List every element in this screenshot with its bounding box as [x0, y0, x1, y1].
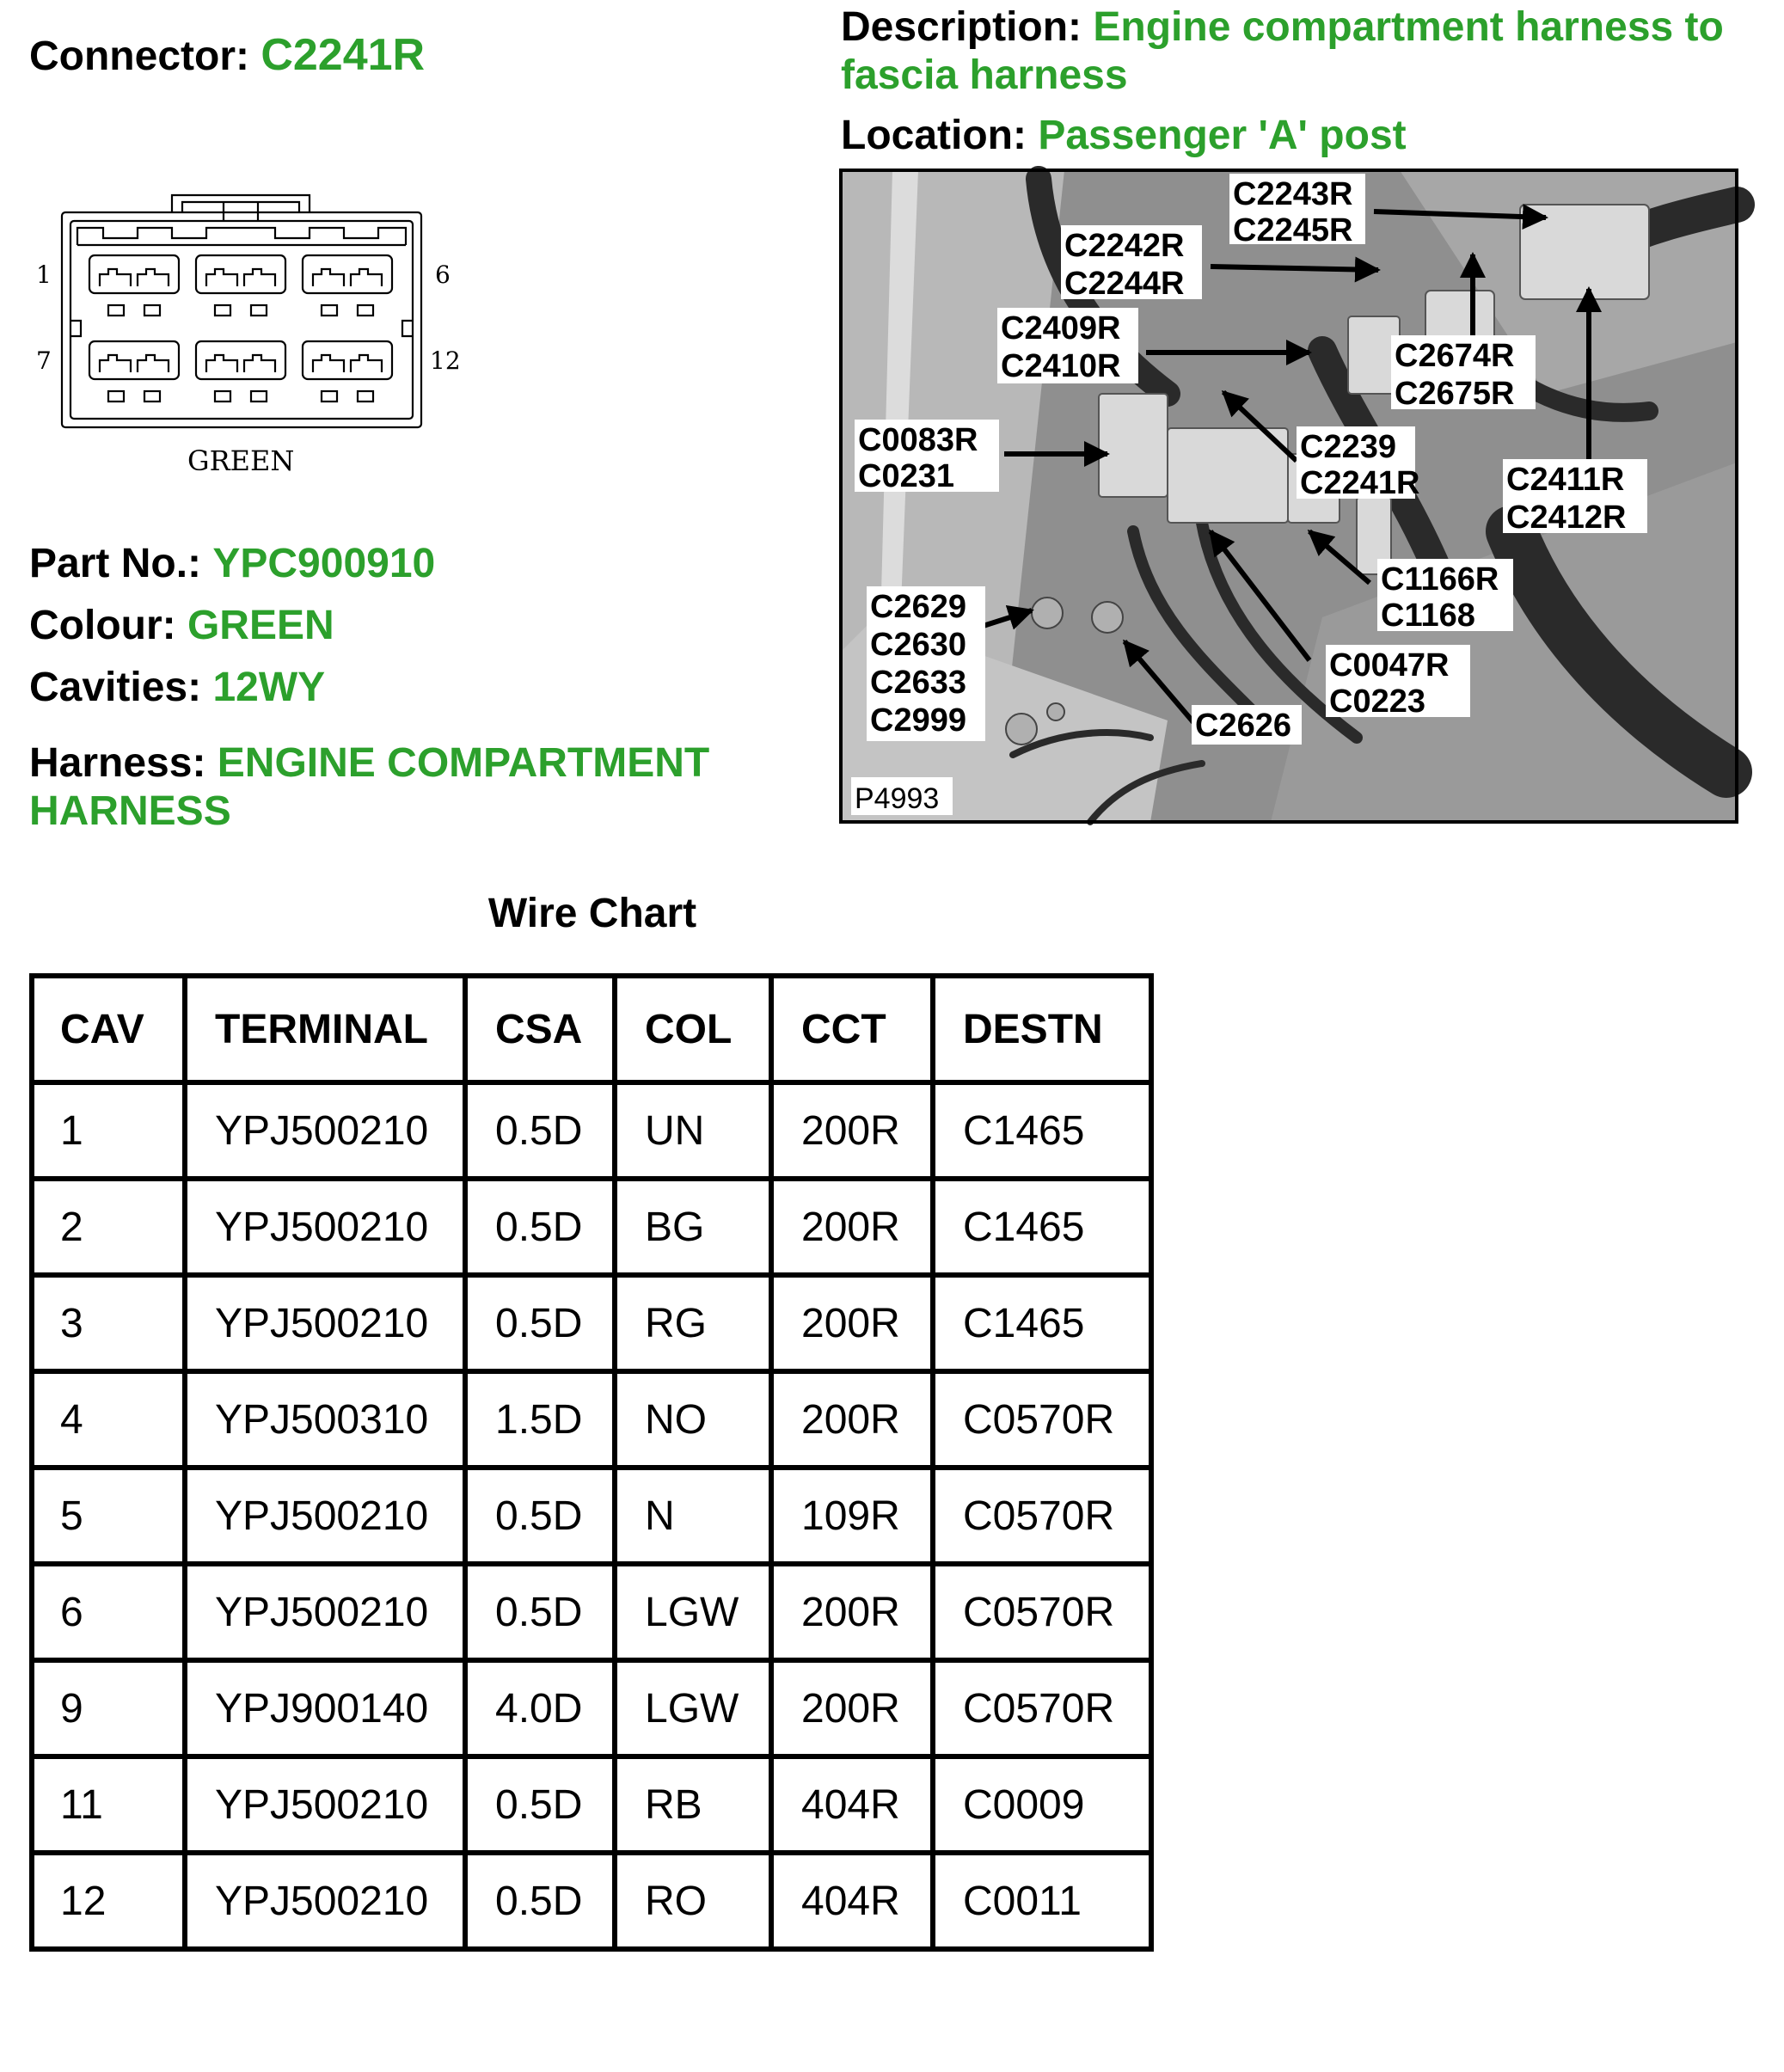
table-row [32, 1275, 1151, 1371]
description-label: Description: [841, 4, 1082, 50]
cell-csa: 4.0D [465, 1660, 615, 1756]
header-terminal: TERMINAL [185, 976, 465, 1082]
header-col: COL [615, 976, 771, 1082]
cell-terminal: YPJ900140 [185, 1660, 465, 1756]
cell-terminal: YPJ500210 [185, 1853, 465, 1949]
table-row [32, 1082, 1151, 1179]
cell-destn: C1465 [933, 1179, 1151, 1275]
cell-csa: 0.5D [465, 1275, 615, 1371]
cell-cav: 1 [32, 1082, 185, 1179]
cell-destn: C0011 [933, 1853, 1151, 1949]
callout-c2239: C2239 [1300, 429, 1396, 465]
part-no-value: YPC900910 [212, 541, 436, 586]
callout-c2630: C2630 [870, 627, 966, 663]
pin-label-1: 1 [36, 261, 52, 289]
location-label: Location: [841, 113, 1027, 158]
callout-c2242r: C2242R [1064, 228, 1185, 264]
callout-c1166r: C1166R [1381, 561, 1499, 598]
callout-c2629: C2629 [870, 589, 966, 625]
cavity-row-bottom [89, 341, 392, 379]
location-value: Passenger 'A' post [1038, 113, 1407, 158]
table-row [32, 1371, 1151, 1468]
cell-col: LGW [615, 1660, 771, 1756]
cell-col: LGW [615, 1564, 771, 1660]
cavity-row-top [89, 255, 392, 293]
cell-cav: 12 [32, 1853, 185, 1949]
colour-label: Colour: [29, 603, 176, 648]
cell-col: N [615, 1468, 771, 1564]
callout-c0047r: C0047R [1329, 647, 1450, 684]
pin-label-12: 12 [430, 346, 461, 375]
callout-c2626: C2626 [1195, 708, 1291, 744]
location-photo [841, 170, 1737, 822]
harness-field [29, 739, 786, 836]
table-row [32, 1564, 1151, 1660]
callout-c2411r: C2411R [1506, 462, 1625, 498]
cell-cav: 4 [32, 1371, 185, 1468]
cell-destn: C1465 [933, 1082, 1151, 1179]
cell-col: NO [615, 1371, 771, 1468]
callout-c2633: C2633 [870, 665, 966, 701]
cell-cav: 9 [32, 1660, 185, 1756]
cell-destn: C1465 [933, 1275, 1151, 1371]
cell-cav: 5 [32, 1468, 185, 1564]
cell-csa: 0.5D [465, 1179, 615, 1275]
wire-chart-table [29, 973, 1154, 1952]
cell-cct: 200R [771, 1564, 933, 1660]
cell-terminal: YPJ500210 [185, 1756, 465, 1853]
cell-col: UN [615, 1082, 771, 1179]
callout-c2412r: C2412R [1506, 500, 1627, 536]
callout-c2410r: C2410R [1001, 348, 1121, 384]
table-row [32, 1756, 1151, 1853]
table-row [32, 1179, 1151, 1275]
cell-col: RG [615, 1275, 771, 1371]
connector-field [29, 31, 425, 81]
cell-cav: 6 [32, 1564, 185, 1660]
callout-c2244r: C2244R [1064, 266, 1185, 302]
cell-csa: 0.5D [465, 1468, 615, 1564]
cell-destn: C0570R [933, 1564, 1151, 1660]
cavities-label: Cavities: [29, 665, 202, 710]
harness-label: Harness: [29, 740, 206, 786]
cavities-value: 12WY [212, 665, 326, 710]
table-row [32, 1660, 1151, 1756]
location-field [841, 112, 1407, 160]
cell-cct: 200R [771, 1082, 933, 1179]
header-cct: CCT [771, 976, 933, 1082]
cell-destn: C0009 [933, 1756, 1151, 1853]
cell-destn: C0570R [933, 1468, 1151, 1564]
header-csa: CSA [465, 976, 615, 1082]
connector-face-diagram [36, 185, 490, 477]
table-row [32, 1468, 1151, 1564]
callout-c2675r: C2675R [1395, 376, 1515, 412]
description-field [841, 3, 1769, 100]
pin-label-6: 6 [435, 261, 451, 289]
cell-col: RO [615, 1853, 771, 1949]
callout-c2245r: C2245R [1233, 212, 1353, 248]
header-destn: DESTN [933, 976, 1151, 1082]
cell-cct: 200R [771, 1275, 933, 1371]
description-value: Engine compartment harness to fascia harness [841, 4, 1724, 98]
part-no-field [29, 540, 435, 588]
colour-value: GREEN [187, 603, 334, 648]
cell-destn: C0570R [933, 1371, 1151, 1468]
cell-cct: 404R [771, 1756, 933, 1853]
diagram-colour-caption: GREEN [187, 444, 295, 477]
wire-chart-title: Wire Chart [487, 891, 697, 936]
cell-cav: 3 [32, 1275, 185, 1371]
cell-terminal: YPJ500210 [185, 1275, 465, 1371]
callout-c2241r: C2241R [1300, 465, 1420, 501]
callout-c2674r: C2674R [1395, 338, 1515, 374]
cell-csa: 0.5D [465, 1853, 615, 1949]
part-no-label: Part No.: [29, 541, 202, 586]
connector-label: Connector: [29, 34, 249, 79]
cell-csa: 1.5D [465, 1371, 615, 1468]
cell-cct: 200R [771, 1179, 933, 1275]
callout-c2999: C2999 [870, 702, 966, 739]
callout-c0083r: C0083R [858, 422, 978, 458]
cell-destn: C0570R [933, 1660, 1151, 1756]
harness-value: ENGINE COMPARTMENT HARNESS [29, 740, 710, 834]
cell-col: RB [615, 1756, 771, 1853]
callout-c0223: C0223 [1329, 684, 1425, 720]
cell-cct: 200R [771, 1660, 933, 1756]
callout-c2409r: C2409R [1001, 310, 1121, 346]
cavities-field [29, 664, 325, 712]
connector-value: C2241R [261, 30, 426, 80]
cell-col: BG [615, 1179, 771, 1275]
cell-csa: 0.5D [465, 1564, 615, 1660]
cell-terminal: YPJ500210 [185, 1179, 465, 1275]
cell-cav: 2 [32, 1179, 185, 1275]
callout-c2243r: C2243R [1233, 176, 1353, 212]
cell-cct: 200R [771, 1371, 933, 1468]
pin-label-7: 7 [36, 346, 52, 375]
cell-terminal: YPJ500210 [185, 1564, 465, 1660]
header-cav: CAV [32, 976, 185, 1082]
cell-csa: 0.5D [465, 1082, 615, 1179]
wire-chart-header-row [32, 976, 1151, 1082]
cell-cct: 404R [771, 1853, 933, 1949]
cell-csa: 0.5D [465, 1756, 615, 1853]
photo-reference: P4993 [855, 782, 940, 815]
callout-c1168: C1168 [1381, 598, 1475, 634]
cell-terminal: YPJ500210 [185, 1082, 465, 1179]
table-row [32, 1853, 1151, 1949]
cell-terminal: YPJ500210 [185, 1468, 465, 1564]
callout-c0231: C0231 [858, 458, 954, 494]
cell-terminal: YPJ500310 [185, 1371, 465, 1468]
cell-cav: 11 [32, 1756, 185, 1853]
cell-cct: 109R [771, 1468, 933, 1564]
colour-field [29, 602, 334, 650]
